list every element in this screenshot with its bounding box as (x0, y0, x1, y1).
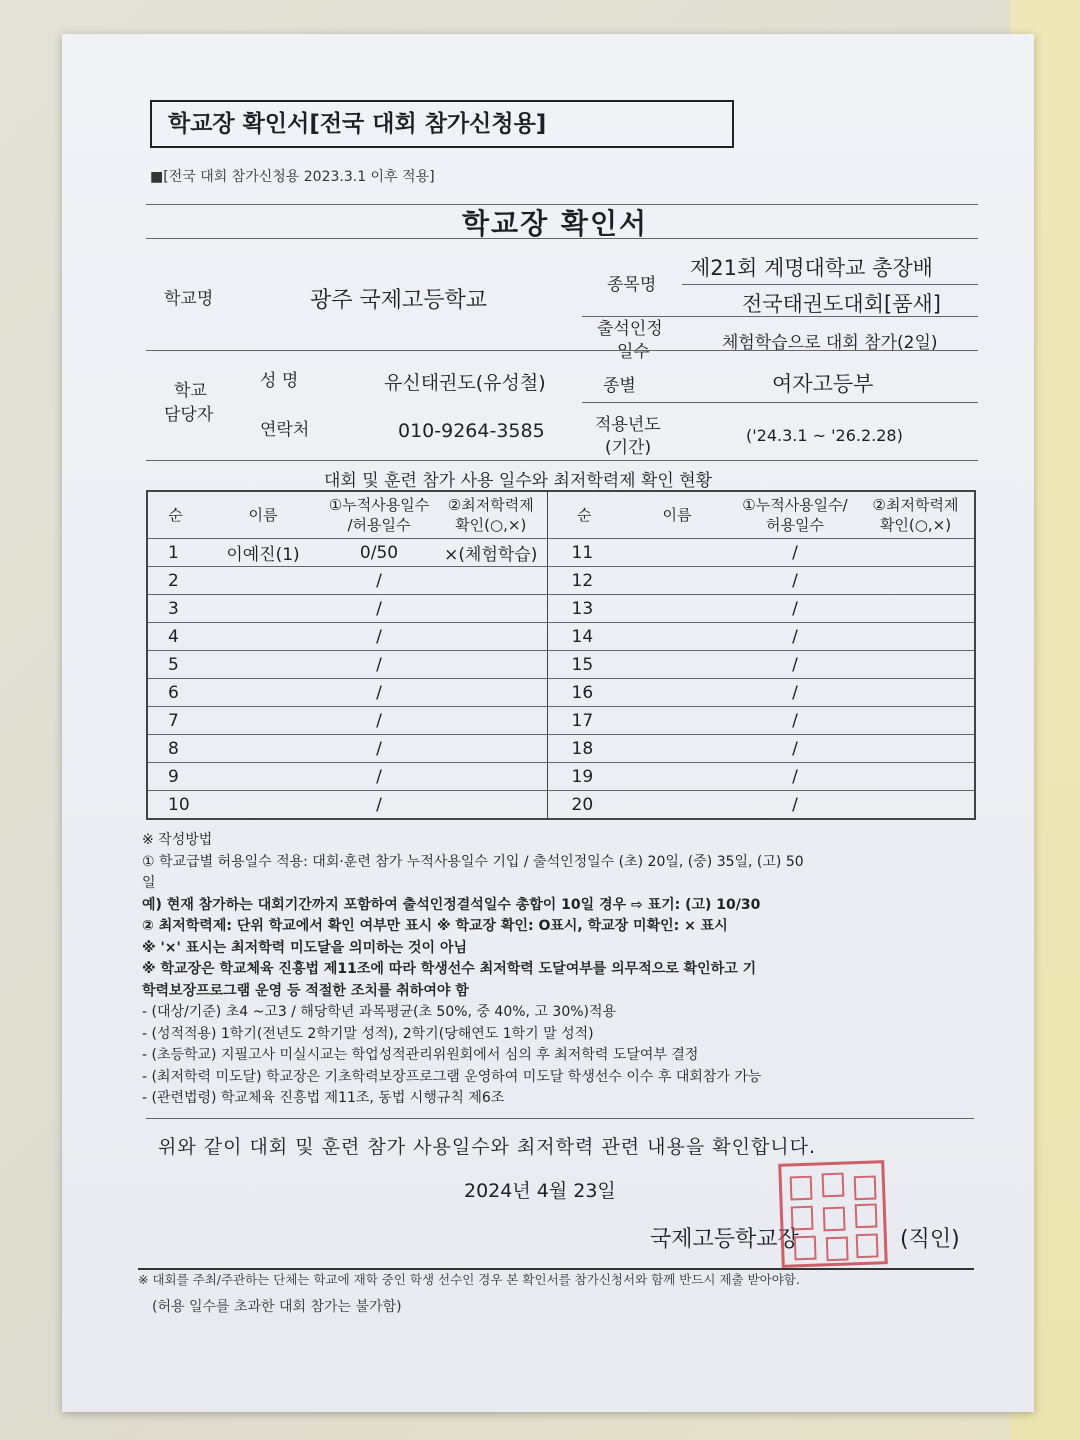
row-number: 18 (547, 735, 621, 763)
academic-check (857, 595, 975, 623)
divider (582, 402, 978, 403)
academic-check (857, 567, 975, 595)
student-name (621, 791, 733, 820)
header-check-right: ②최저학력제 확인(○,×) (857, 491, 975, 539)
confirmation-statement: 위와 같이 대회 및 훈련 참가 사용일수와 최저학력 관련 내용을 확인합니다. (158, 1136, 817, 1158)
cumulative-days: / (733, 567, 857, 595)
row-number: 20 (547, 791, 621, 820)
cumulative-days: / (323, 707, 435, 735)
form-title-box: 학교장 확인서[전국 대회 참가신청용] (150, 100, 734, 148)
row-number: 12 (547, 567, 621, 595)
academic-check (435, 651, 547, 679)
cumulative-days: / (733, 791, 857, 820)
student-name (621, 707, 733, 735)
manager-label: 학교 (174, 381, 207, 401)
note-line: - (관련법령) 학교체육 진흥법 제11조, 동법 시행규칙 제6조 (142, 1090, 505, 1106)
academic-check: ×(체험학습) (435, 539, 547, 567)
student-name (621, 567, 733, 595)
table-row (147, 623, 975, 651)
academic-check (435, 595, 547, 623)
divider (146, 350, 978, 351)
year-label-2: (기간) (605, 438, 652, 458)
student-name (203, 679, 323, 707)
header-no: 순 (147, 491, 203, 539)
cumulative-days: / (733, 707, 857, 735)
academic-check (857, 679, 975, 707)
row-number: 17 (547, 707, 621, 735)
cumulative-days: / (733, 539, 857, 567)
academic-check (435, 679, 547, 707)
student-name (621, 595, 733, 623)
cumulative-days: / (733, 595, 857, 623)
table-row (147, 651, 975, 679)
student-name (621, 539, 733, 567)
cumulative-days: / (323, 623, 435, 651)
row-number: 16 (547, 679, 621, 707)
school-name-value: 광주 국제고등학교 (310, 288, 488, 313)
note-line: ① 학교급별 허용일수 적용: 대회·훈련 참가 누적사용일수 기입 / 출석인정일수 (초) 20일, (중) 35일, (고) 50 (142, 853, 804, 870)
principal-signer: 국제고등학교장 (650, 1227, 799, 1252)
row-number: 11 (547, 539, 621, 567)
note-line: 학력보장프로그램 운영 등 적절한 조치를 취하여야 함 (142, 982, 469, 999)
table-row (147, 763, 975, 791)
row-number: 9 (147, 763, 203, 791)
student-name (203, 651, 323, 679)
instructions (142, 830, 972, 1110)
header-days: ①누적사용일수 /허용일수 (323, 491, 435, 539)
note-line: - (대상/기준) 초4 ~고3 / 해당학년 과목평균(초 50%, 중 40%, 고 30%)적용 (142, 1004, 617, 1020)
cumulative-days: / (323, 763, 435, 791)
student-name (203, 763, 323, 791)
person-name-value: 유신태권도(유성철) (384, 372, 546, 394)
academic-check (435, 623, 547, 651)
manager-label-2: 담당자 (164, 405, 214, 425)
cumulative-days: / (323, 679, 435, 707)
divider (682, 284, 978, 285)
cumulative-days: / (323, 595, 435, 623)
cumulative-days: / (733, 763, 857, 791)
row-number: 1 (147, 539, 203, 567)
student-name: 이예진(1) (203, 539, 323, 567)
academic-check (857, 707, 975, 735)
row-number: 6 (147, 679, 203, 707)
student-name (203, 595, 323, 623)
contact-label: 연락처 (260, 420, 310, 440)
row-number: 2 (147, 567, 203, 595)
issue-date: 2024년 4월 23일 (464, 1180, 616, 1202)
seal-label: (직인) (900, 1227, 960, 1252)
cumulative-days: / (733, 651, 857, 679)
table-row (147, 567, 975, 595)
row-number: 10 (147, 791, 203, 820)
note-line: ※ 작성방법 (142, 832, 213, 848)
footer-note-2: (허용 일수를 초과한 대회 참가는 불가함) (152, 1299, 402, 1315)
row-number: 3 (147, 595, 203, 623)
note-line: ※ 학교장은 학교체육 진흥법 제11조에 따라 학생선수 최저학력 도달여부를 의무적으로 확인하고 기 (142, 961, 757, 977)
academic-check (435, 735, 547, 763)
table-row (147, 735, 975, 763)
category-value: 여자고등부 (772, 372, 874, 396)
cumulative-days: / (323, 735, 435, 763)
form-subnote: ■[전국 대회 참가신청용 2023.3.1 이후 적용] (150, 169, 435, 185)
student-name (203, 567, 323, 595)
certificate-paper (62, 34, 1034, 1412)
student-name (621, 623, 733, 651)
category-label: 종별 (603, 376, 636, 396)
event-value-line1: 제21회 계명대학교 총장배 (690, 256, 933, 280)
cumulative-days: / (323, 567, 435, 595)
note-line: 예) 현재 참가하는 대회기간까지 포함하여 출석인정결석일수 총합이 10일 경우 ⇨ 표기: (고) 10/30 (142, 896, 761, 913)
table-caption: 대회 및 훈련 참가 사용 일수와 최저학력제 확인 현황 (324, 471, 713, 491)
divider (146, 1118, 974, 1119)
academic-check (435, 707, 547, 735)
cumulative-days: / (733, 623, 857, 651)
table-row (147, 791, 975, 820)
student-name (203, 623, 323, 651)
table-row (147, 595, 975, 623)
student-name (203, 791, 323, 820)
row-number: 13 (547, 595, 621, 623)
note-line: - (초등학교) 지필고사 미실시교는 학업성적관리위원회에서 심의 후 최저학력 도달여부 결정 (142, 1047, 699, 1063)
note-line: - (최저학력 미도달) 학교장은 기초학력보장프로그램 운영하여 미도달 학생선수 이수 후 대회참가 가능 (142, 1068, 762, 1085)
header-days-right: ①누적사용일수/ 허용일수 (733, 491, 857, 539)
cumulative-days: / (733, 735, 857, 763)
school-name-label: 학교명 (164, 289, 214, 309)
row-number: 15 (547, 651, 621, 679)
row-number: 5 (147, 651, 203, 679)
header-name-right: 이름 (621, 491, 733, 539)
student-name (621, 763, 733, 791)
event-label: 종목명 (607, 275, 657, 295)
row-number: 8 (147, 735, 203, 763)
academic-check (857, 623, 975, 651)
student-name (621, 735, 733, 763)
document-title: 학교장 확인서 (462, 207, 649, 240)
row-number: 19 (547, 763, 621, 791)
year-label: 적용년도 (595, 415, 661, 435)
official-seal-stamp (778, 1160, 888, 1268)
table-row (147, 539, 975, 567)
academic-check (857, 791, 975, 820)
table-row (147, 679, 975, 707)
year-value: ('24.3.1 ~ '26.2.28) (746, 426, 903, 445)
header-no-right: 순 (547, 491, 621, 539)
event-value-line2: 전국태권도대회[품새] (742, 292, 941, 316)
academic-check (435, 791, 547, 820)
attendance-label: 출석인정 (597, 319, 663, 339)
note-line: 일 (142, 875, 156, 891)
footer-note: ※ 대회를 주최/주관하는 단체는 학교에 재학 중인 학생 선수인 경우 본 확인서를 참가신청서와 함께 반드시 제출 받아야함. (138, 1272, 800, 1287)
academic-check (435, 763, 547, 791)
table-header-row (147, 491, 975, 539)
academic-check (857, 651, 975, 679)
divider (146, 460, 978, 461)
student-name (203, 707, 323, 735)
academic-check (857, 763, 975, 791)
cumulative-days: 0/50 (323, 539, 435, 567)
header-check: ②최저학력제 확인(○,×) (435, 491, 547, 539)
contact-value: 010-9264-3585 (398, 420, 545, 442)
person-name-label: 성 명 (260, 371, 299, 391)
student-name (621, 651, 733, 679)
cumulative-days: / (733, 679, 857, 707)
row-number: 7 (147, 707, 203, 735)
participation-table (146, 490, 976, 820)
header-name: 이름 (203, 491, 323, 539)
academic-check (857, 735, 975, 763)
table-row (147, 707, 975, 735)
note-line: ※ '×' 표시는 최저학력 미도달을 의미하는 것이 아님 (142, 939, 467, 956)
student-name (203, 735, 323, 763)
attendance-value: 체험학습으로 대회 참가(2일) (722, 333, 938, 353)
row-number: 4 (147, 623, 203, 651)
note-line: - (성적적용) 1학기(전년도 2학기말 성적), 2학기(당해연도 1학기 말 성적) (142, 1025, 594, 1042)
cumulative-days: / (323, 791, 435, 820)
academic-check (435, 567, 547, 595)
academic-check (857, 539, 975, 567)
cumulative-days: / (323, 651, 435, 679)
row-number: 14 (547, 623, 621, 651)
student-name (621, 679, 733, 707)
note-line: ② 최저학력제: 단위 학교에서 확인 여부만 표시 ※ 학교장 확인: O표시, 학교장 미확인: × 표시 (142, 918, 728, 934)
divider (146, 238, 978, 239)
attendance-label-2: 일수 (617, 342, 650, 362)
